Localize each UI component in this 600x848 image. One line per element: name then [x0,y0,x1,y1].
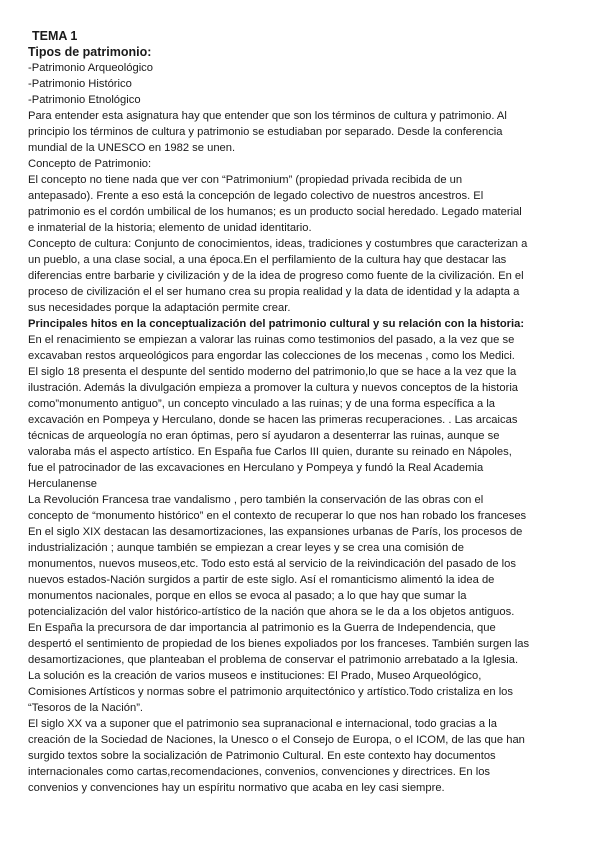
intro-section [28,108,576,316]
text-line: Concepto de cultura: Conjunto de conocimientos, ideas, tradiciones y costumbres que caracterizan a [28,238,528,250]
text-line: La Revolución Francesa trae vandalismo , pero también la conservación de las obras con el [28,494,484,506]
text-line: El siglo 18 presenta el despunte del sentido moderno del patrimonio,lo que se hace a la vez que la [28,366,517,378]
text-line: patrimonio es el cordón umbilical de los humanos; es un producto social heredado. Legado material [28,206,522,218]
text-line: principio los términos de cultura y patrimonio se estudiaban por separado. Desde la conferencia [28,126,503,138]
tipos-heading: Tipos de patrimonio: [28,45,152,59]
text-line: excavación en Pompeya y Herculano, donde se hacen las primeras recuperaciones. . Las arcaicas [28,414,518,426]
text-line: excavaban restos arqueológicos para engordar las colecciones de los mecenas , como los Medici. [28,350,515,362]
text-line: creación de la Sociedad de Naciones, la Unesco o el Consejo de Europa, o el ICOM, de las que han [28,734,525,746]
text-line: internacionales como cartas,recomendaciones, convenios, convenciones y directrices. En los [28,766,491,778]
hitos-heading: Principales hitos en la conceptualización del patrimonio cultural y su relación con la historia: [28,318,525,330]
text-line: Concepto de Patrimonio: [28,158,152,170]
text-line: un pueblo, a una clase social, a una época.En el perfilamiento de la cultura hay que destacar las [28,254,507,266]
tipo-item: -Patrimonio Etnológico [28,94,141,106]
text-line: despertó el sentimiento de propiedad de los bienes expoliados por los franceses. También surgen las [28,638,530,650]
text-line: técnicas de arqueología no eran óptimas, pero sí ayudaron a desenterrar las ruinas, aunque se [28,430,500,442]
hitos-section [28,332,576,796]
text-line: “Tesoros de la Nación”. [28,702,144,714]
tipo-item: -Patrimonio Histórico [28,78,132,90]
text-line: diferencias entre barbarie y civilización y de la idea de progreso como fuente de la civilización. En el [28,270,524,282]
text-line: El siglo XX va a suponer que el patrimonio sea supranacional e internacional, todo gracias a la [28,718,497,730]
text-line: En el renacimiento se empiezan a valorar las ruinas como testimonios del pasado, a la vez que se [28,334,515,346]
text-line: fue el patrocinador de las excavaciones en Herculano y Pompeya y fundó la Real Academia [28,462,484,474]
text-line: mundial de la UNESCO en 1982 se unen. [28,142,236,154]
text-line: sus necesidades porque la adaptación permite crear. [28,302,291,314]
document-page [28,28,576,796]
text-line: concepto de “monumento histórico” en el contexto de recuperar lo que nos han robado los franceses [28,510,527,522]
text-line: Comisiones Artísticos y normas sobre el patrimonio arquitectónico y artístico.Todo cristaliza en los [28,686,513,698]
text-line: monumentos nacionales, porque en ellos se evoca al pasado; a lo que hay que sumar la [28,590,467,602]
text-line: nuevos estados-Nación surgidos a partir de este siglo. Así el romanticismo alimentó la idea de [28,574,495,586]
text-line: valoraba más el aspecto artístico. En España fue Carlos III quien, durante su reinado en Nápoles, [28,446,512,458]
text-line: como”monumento antiguo”, un concepto vinculado a las ruinas; y de una forma específica a la [28,398,496,410]
text-line: ilustración. Además la divulgación empieza a promover la cultura y nuevos conceptos de la historia [28,382,519,394]
text-line: surgido textos sobre la socialización de Patrimonio Cultural. En este contexto hay documentos [28,750,496,762]
text-line: potencialización del valor histórico-artístico de la nación que ahora se le da a los objetos antiguos. [28,606,515,618]
text-line: Herculanense [28,478,98,490]
text-line: e inmaterial de la historia; elemento de unidad identitario. [28,222,312,234]
text-line: En España la precursora de dar importancia al patrimonio es la Guerra de Independencia, que [28,622,496,634]
text-line: monumentos, nuevos museos,etc. Todo esto está al servicio de la reivindicación del pasado de los [28,558,516,570]
text-line: desamortizaciones, que planteaban el problema de conservar el patrimonio arrebatado a la Iglesia. [28,654,519,666]
text-line: La solución es la creación de varios museos e instituciones: El Prado, Museo Arqueológico, [28,670,482,682]
text-line: proceso de civilización el el ser humano crea su propia realidad y la data de identidad y la adapta a [28,286,520,298]
document-title: TEMA 1 [32,29,78,43]
text-line: Para entender esta asignatura hay que entender que son los términos de cultura y patrimonio. Al [28,110,507,122]
text-line: industrialización ; aunque también se empiezan a crear leyes y se crea una comisión de [28,542,464,554]
text-line: convenios y convenciones hay un espíritu normativo que acaba en ley casi siempre. [28,782,445,794]
text-line: En el siglo XIX destacan las desamortizaciones, las expansiones urbanas de París, los procesos de [28,526,523,538]
text-line: El concepto no tiene nada que ver con “Patrimonium” (propiedad privada recibida de un [28,174,463,186]
text-line: antepasado). Frente a eso está la concepción de legado colectivo de nuestros ancestros. El [28,190,484,202]
tipo-item: -Patrimonio Arqueológico [28,62,153,74]
